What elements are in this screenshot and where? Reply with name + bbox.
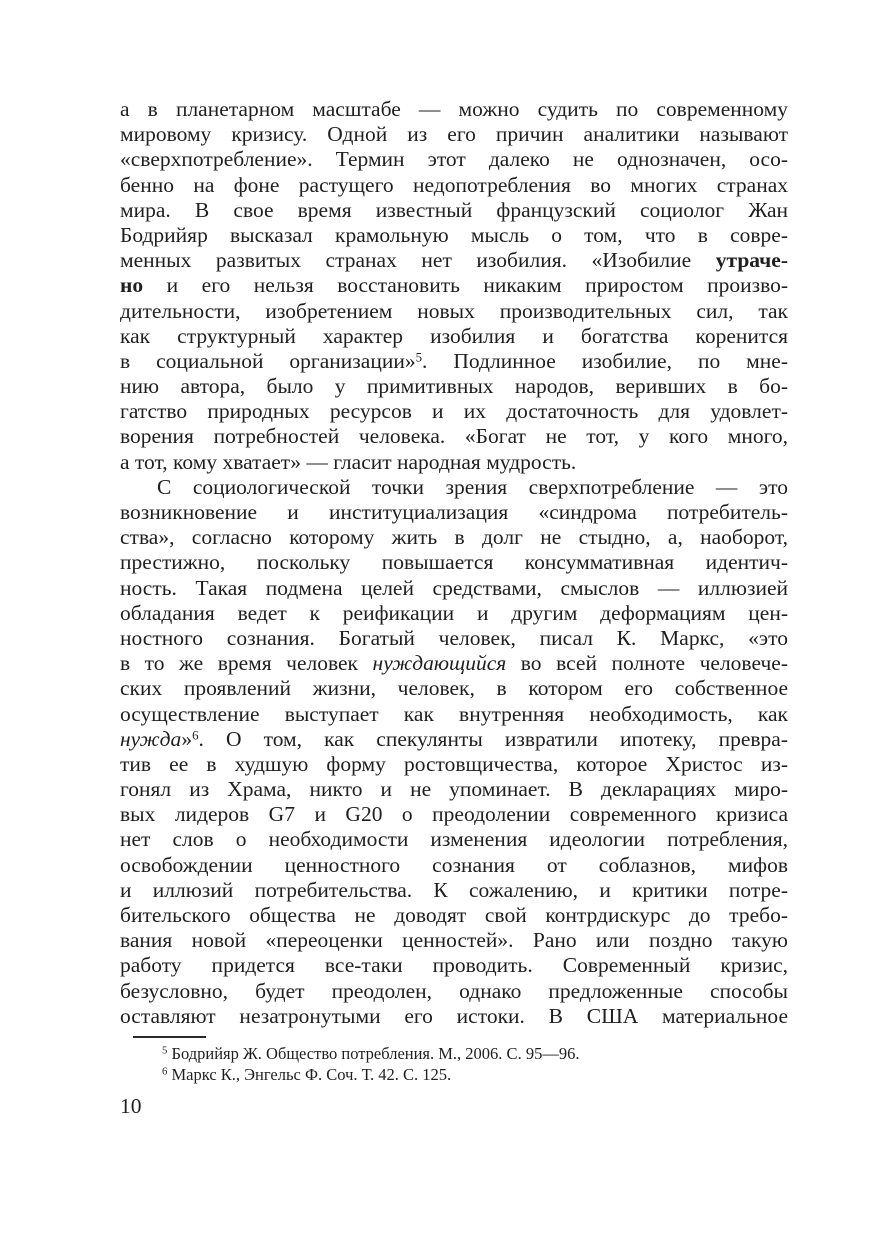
text-segment: и его нельзя восстановить никаким приростом произво- [143, 273, 788, 298]
text-line [120, 198, 788, 223]
text-line [120, 878, 788, 903]
paragraph [120, 97, 788, 475]
text-segment: нуждающийся [372, 651, 507, 676]
text-segment: утраче- [715, 248, 788, 273]
text-line [120, 752, 788, 777]
text-line [120, 223, 788, 248]
text-segment: возникновение и институциализация «синдрома потребитель- [120, 500, 788, 524]
text-segment: в то же время человек [120, 651, 373, 676]
text-line [120, 1004, 788, 1029]
text-line [120, 147, 788, 172]
text-segment: но [120, 273, 144, 298]
text-segment: вания новой «переоценки ценностей». Рано или поздно такую [120, 928, 788, 953]
text-segment: нет слов о необходимости изменения идеологии потребления, [120, 827, 788, 852]
text-line [120, 248, 788, 273]
footnote: $^6$ Маркс К., Энгельс Ф. Соч. Т. 42. С. 125. [162, 1065, 452, 1084]
text-line [120, 928, 788, 953]
page-number: 10 [120, 1094, 142, 1118]
text-line [120, 349, 788, 374]
text-line [120, 122, 788, 147]
body-text [120, 97, 788, 1029]
text-segment: освобождении ценностного сознания от соблазнов, мифов [120, 852, 788, 877]
text-segment: безусловно, будет преодолен, однако предложенные способы [120, 978, 788, 1003]
text-line [120, 979, 788, 1004]
footnotes-list [120, 1038, 788, 1085]
text-segment: Бодрийяр высказал крамольную мысль о том, что в совре- [120, 222, 788, 247]
text-segment: нию автора, было у примитивных народов, веривших в бо- [120, 374, 788, 399]
text-segment: а тот, кому хватает» — гласит народная мудрость. [120, 449, 577, 474]
text-line [120, 424, 788, 449]
text-line [120, 399, 788, 424]
text-segment: ства», согласно которому жить в долг не стыдно, а, наоборот, [120, 525, 788, 550]
text-line [120, 273, 788, 298]
text-segment: тив ее в худшую форму ростовщичества, которое Христос из- [120, 751, 788, 776]
text-segment: и иллюзий потребительства. К сожалению, и критики потре- [120, 877, 788, 902]
text-segment: обладания ведет к реификации и другим деформациям цен- [120, 600, 788, 625]
text-line [120, 450, 788, 475]
text-segment: . О том, как спекулянты извратили ипотеку, превра- [198, 726, 788, 751]
text-segment: гонял из Храма, никто и не упоминает. В декларациях миро- [120, 777, 788, 802]
text-line [120, 601, 788, 626]
text-line [120, 827, 788, 852]
text-line [120, 525, 788, 550]
text-line [120, 702, 788, 727]
text-segment: мира. В свое время известный французский социолог Жан [120, 197, 788, 222]
text-line [120, 651, 788, 676]
text-segment: нужда [120, 726, 182, 751]
text-line [120, 173, 788, 198]
text-segment: ностного сознания. Богатый человек, писал К. Маркс, «это [120, 625, 788, 650]
text-line [120, 853, 788, 878]
footnote-reference: 5 [415, 350, 423, 365]
text-segment: престижно, поскольку повышается консуммативная идентич- [120, 550, 788, 575]
text-segment: осуществление выступает как внутренняя необходимость, как [120, 701, 788, 726]
text-line [120, 374, 788, 399]
text-line [120, 903, 788, 928]
text-line [120, 299, 788, 324]
text-line [120, 777, 788, 802]
text-segment: гатство природных ресурсов и их достаточность для удовлет- [120, 399, 788, 424]
text-segment: «сверхпотребление». Термин этот далеко не однозначен, осо- [120, 147, 788, 172]
text-line [120, 576, 788, 601]
text-segment: ворения потребностей человека. «Богат не тот, у кого много, [120, 424, 788, 449]
text-segment: дительности, изобретением новых производительных сил, так [120, 298, 788, 323]
paragraph [120, 475, 788, 1029]
text-line [120, 97, 788, 122]
text-line [120, 727, 788, 752]
text-segment: вых лидеров G7 и G20 о преодолении современного кризиса [120, 802, 788, 827]
text-line [120, 550, 788, 575]
text-segment: ность. Такая подмена целей средствами, смыслов — иллюзией [120, 575, 788, 600]
text-line [120, 500, 788, 525]
text-segment: бительского общества не доводят свой контрдискурс до требо- [120, 903, 788, 927]
text-segment: бенно на фоне растущего недопотребления во многих странах [120, 172, 788, 197]
text-segment: работу придется все-таки проводить. Современный кризис, [120, 953, 788, 978]
text-segment: оставляют незатронутыми его истоки. В США материальное [120, 1003, 788, 1028]
footnote-reference: 6 [192, 727, 199, 742]
footnote-marker: 6 [162, 1065, 168, 1078]
text-segment: а в планетарном масштабе — можно судить по современному [120, 97, 788, 121]
text-segment: мировому кризису. Одной из его причин аналитики называют [120, 122, 788, 147]
text-line [120, 626, 788, 651]
footnote-marker: 5 [162, 1044, 168, 1057]
text-segment: во всей полноте человече- [506, 651, 788, 676]
text-segment: ских проявлений жизни, человек, в котором его собственное [120, 676, 788, 701]
text-segment: как структурный характер изобилия и богатства коренится [120, 323, 788, 348]
text-segment: » [181, 726, 193, 751]
text-line [120, 802, 788, 827]
text-line [120, 475, 788, 500]
text-line [120, 324, 788, 349]
text-line [120, 953, 788, 978]
text-segment: менных развитых странах нет изобилия. «Изобилие [120, 248, 716, 273]
footnote: $^5$ Бодрийяр Ж. Общество потребления. М., 2006. С. 95—96. [162, 1044, 580, 1063]
footnotes-section [120, 1036, 788, 1085]
text-segment: в социальной организации» [120, 348, 416, 373]
text-segment: . Подлинное изобилие, по мне- [422, 348, 788, 373]
text-segment: С социологической точки зрения сверхпотребление — это [157, 474, 788, 499]
text-line [120, 676, 788, 701]
